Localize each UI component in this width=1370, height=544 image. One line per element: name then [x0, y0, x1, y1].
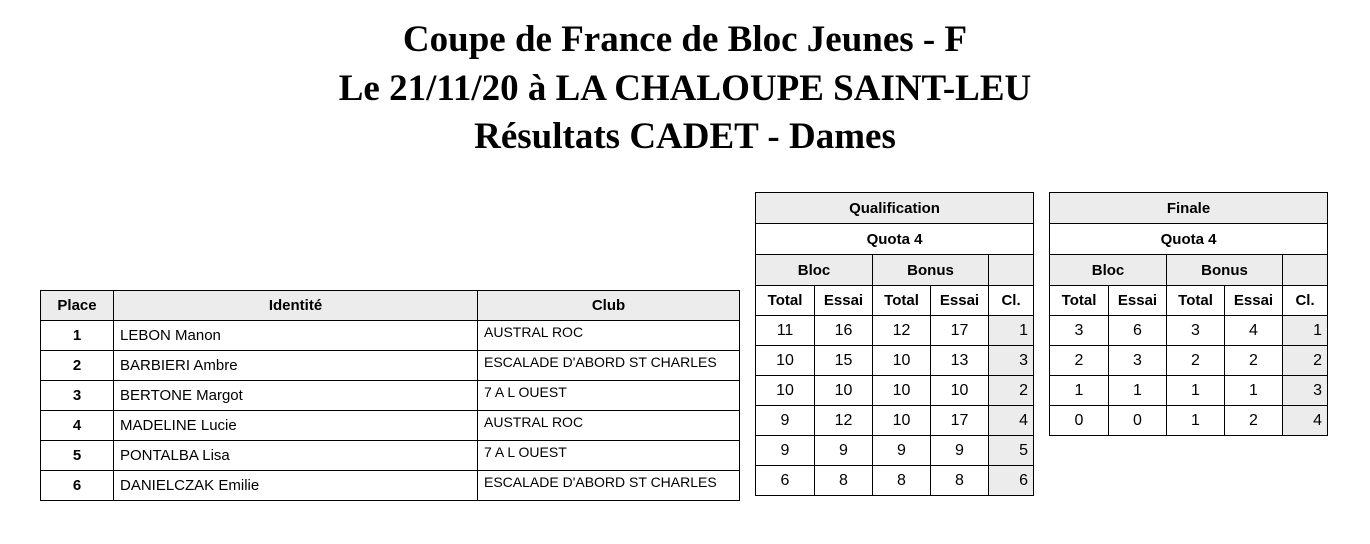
finale-cell-bonus-total: 1 — [1167, 406, 1225, 436]
qualification-cell-cl: 1 — [989, 316, 1034, 346]
finale-title: Finale — [1050, 193, 1328, 224]
finale-cell-bloc-total: 1 — [1050, 376, 1109, 406]
qualification-cell-bonus-total: 12 — [873, 316, 931, 346]
qualification-cell-bloc-essai: 16 — [815, 316, 873, 346]
qualification-title: Qualification — [756, 193, 1034, 224]
qualification-cell-bloc-essai: 10 — [815, 376, 873, 406]
row-place: 6 — [41, 471, 114, 501]
qualification-cell-bonus-essai: 17 — [931, 406, 989, 436]
finale-cell-bonus-essai: 2 — [1225, 346, 1283, 376]
finale-cell-bloc-total: 3 — [1050, 316, 1109, 346]
qualification-col-bonus-essai: Essai — [931, 286, 989, 316]
finale-cell-cl: 3 — [1283, 376, 1328, 406]
finale-cell-bloc-total: 2 — [1050, 346, 1109, 376]
row-name: DANIELCZAK Emilie — [114, 471, 478, 501]
table-row — [41, 381, 740, 411]
qualification-cell-bloc-total: 9 — [756, 406, 815, 436]
row-club: AUSTRAL ROC — [478, 321, 740, 351]
table-row — [1050, 316, 1328, 346]
qualification-cell-bonus-essai: 13 — [931, 346, 989, 376]
table-row — [756, 466, 1034, 496]
finale-cell-cl: 4 — [1283, 406, 1328, 436]
finale-cell-bloc-essai: 6 — [1109, 316, 1167, 346]
finale-col-bonus-essai: Essai — [1225, 286, 1283, 316]
row-club: 7 A L OUEST — [478, 441, 740, 471]
row-name: BARBIERI Ambre — [114, 351, 478, 381]
finale-cell-cl: 1 — [1283, 316, 1328, 346]
finale-col-bloc-total: Total — [1050, 286, 1109, 316]
row-club: AUSTRAL ROC — [478, 411, 740, 441]
finale-cell-bloc-essai: 1 — [1109, 376, 1167, 406]
qualification-cell-bloc-essai: 15 — [815, 346, 873, 376]
row-club: ESCALADE D'ABORD ST CHARLES — [478, 471, 740, 501]
row-club: ESCALADE D'ABORD ST CHARLES — [478, 351, 740, 381]
finale-cell-bonus-essai: 4 — [1225, 316, 1283, 346]
qualification-quota: Quota 4 — [756, 224, 1034, 255]
finale-cell-bonus-total: 1 — [1167, 376, 1225, 406]
finale-group-bloc: Bloc — [1050, 255, 1167, 286]
qualification-col-cl: Cl. — [989, 286, 1034, 316]
document-title: Coupe de France de Bloc Jeunes - F — [402, 19, 968, 60]
finale-cell-bonus-total: 3 — [1167, 316, 1225, 346]
qualification-cell-bonus-essai: 17 — [931, 316, 989, 346]
qualification-cell-bonus-total: 10 — [873, 406, 931, 436]
event-date-location: Le 21/11/20 à LA CHALOUPE SAINT-LEU — [338, 68, 1032, 109]
qualification-cell-bloc-total: 11 — [756, 316, 815, 346]
table-row — [41, 411, 740, 441]
qualification-group-bonus: Bonus — [873, 255, 989, 286]
finale-cell-bloc-essai: 3 — [1109, 346, 1167, 376]
qualification-cell-cl: 2 — [989, 376, 1034, 406]
row-name: MADELINE Lucie — [114, 411, 478, 441]
finale-cell-bonus-essai: 1 — [1225, 376, 1283, 406]
row-place: 4 — [41, 411, 114, 441]
row-place: 3 — [41, 381, 114, 411]
table-row — [41, 471, 740, 501]
header-place: Place — [41, 291, 114, 321]
qualification-cell-bonus-total: 10 — [873, 346, 931, 376]
table-row — [756, 316, 1034, 346]
qualification-cell-cl: 6 — [989, 466, 1034, 496]
qualification-col-bloc-essai: Essai — [815, 286, 873, 316]
qualification-rows — [756, 316, 1034, 496]
table-row — [1050, 346, 1328, 376]
finale-cell-bonus-essai: 2 — [1225, 406, 1283, 436]
qualification-group-empty — [989, 255, 1034, 286]
finale-table — [1049, 192, 1328, 436]
qualification-cell-bloc-essai: 8 — [815, 466, 873, 496]
finale-cell-cl: 2 — [1283, 346, 1328, 376]
finale-col-bloc-essai: Essai — [1109, 286, 1167, 316]
table-row — [1050, 406, 1328, 436]
finale-group-bonus: Bonus — [1167, 255, 1283, 286]
qualification-cell-bonus-total: 8 — [873, 466, 931, 496]
qualification-cell-bonus-essai: 8 — [931, 466, 989, 496]
qualification-cell-bonus-essai: 10 — [931, 376, 989, 406]
table-row — [1050, 376, 1328, 406]
finale-col-cl: Cl. — [1283, 286, 1328, 316]
qualification-cell-cl: 3 — [989, 346, 1034, 376]
qualification-cell-bonus-total: 9 — [873, 436, 931, 466]
table-row — [41, 441, 740, 471]
finale-cell-bonus-total: 2 — [1167, 346, 1225, 376]
row-place: 1 — [41, 321, 114, 351]
finale-group-empty — [1283, 255, 1328, 286]
finale-col-bonus-total: Total — [1167, 286, 1225, 316]
row-name: LEBON Manon — [114, 321, 478, 351]
qualification-cell-cl: 4 — [989, 406, 1034, 436]
qualification-cell-bloc-total: 10 — [756, 346, 815, 376]
qualification-table — [755, 192, 1034, 496]
qualification-cell-bloc-essai: 9 — [815, 436, 873, 466]
qualification-cell-cl: 5 — [989, 436, 1034, 466]
table-row — [41, 321, 740, 351]
qualification-cell-bloc-total: 10 — [756, 376, 815, 406]
ranking-rows — [41, 321, 740, 501]
row-place: 5 — [41, 441, 114, 471]
qualification-col-bloc-total: Total — [756, 286, 815, 316]
row-name: PONTALBA Lisa — [114, 441, 478, 471]
qualification-col-bonus-total: Total — [873, 286, 931, 316]
qualification-cell-bonus-total: 10 — [873, 376, 931, 406]
table-row — [756, 346, 1034, 376]
finale-rows — [1050, 316, 1328, 436]
qualification-group-bloc: Bloc — [756, 255, 873, 286]
qualification-cell-bloc-total: 6 — [756, 466, 815, 496]
header-club: Club — [478, 291, 740, 321]
table-row — [756, 376, 1034, 406]
finale-quota: Quota 4 — [1050, 224, 1328, 255]
finale-cell-bloc-essai: 0 — [1109, 406, 1167, 436]
qualification-cell-bloc-total: 9 — [756, 436, 815, 466]
results-category: Résultats CADET - Dames — [474, 116, 896, 157]
row-name: BERTONE Margot — [114, 381, 478, 411]
table-row — [756, 406, 1034, 436]
header-identite: Identité — [114, 291, 478, 321]
table-row — [41, 351, 740, 381]
table-row — [756, 436, 1034, 466]
finale-cell-bloc-total: 0 — [1050, 406, 1109, 436]
ranking-table — [40, 290, 740, 501]
row-place: 2 — [41, 351, 114, 381]
row-club: 7 A L OUEST — [478, 381, 740, 411]
qualification-cell-bloc-essai: 12 — [815, 406, 873, 436]
qualification-cell-bonus-essai: 9 — [931, 436, 989, 466]
